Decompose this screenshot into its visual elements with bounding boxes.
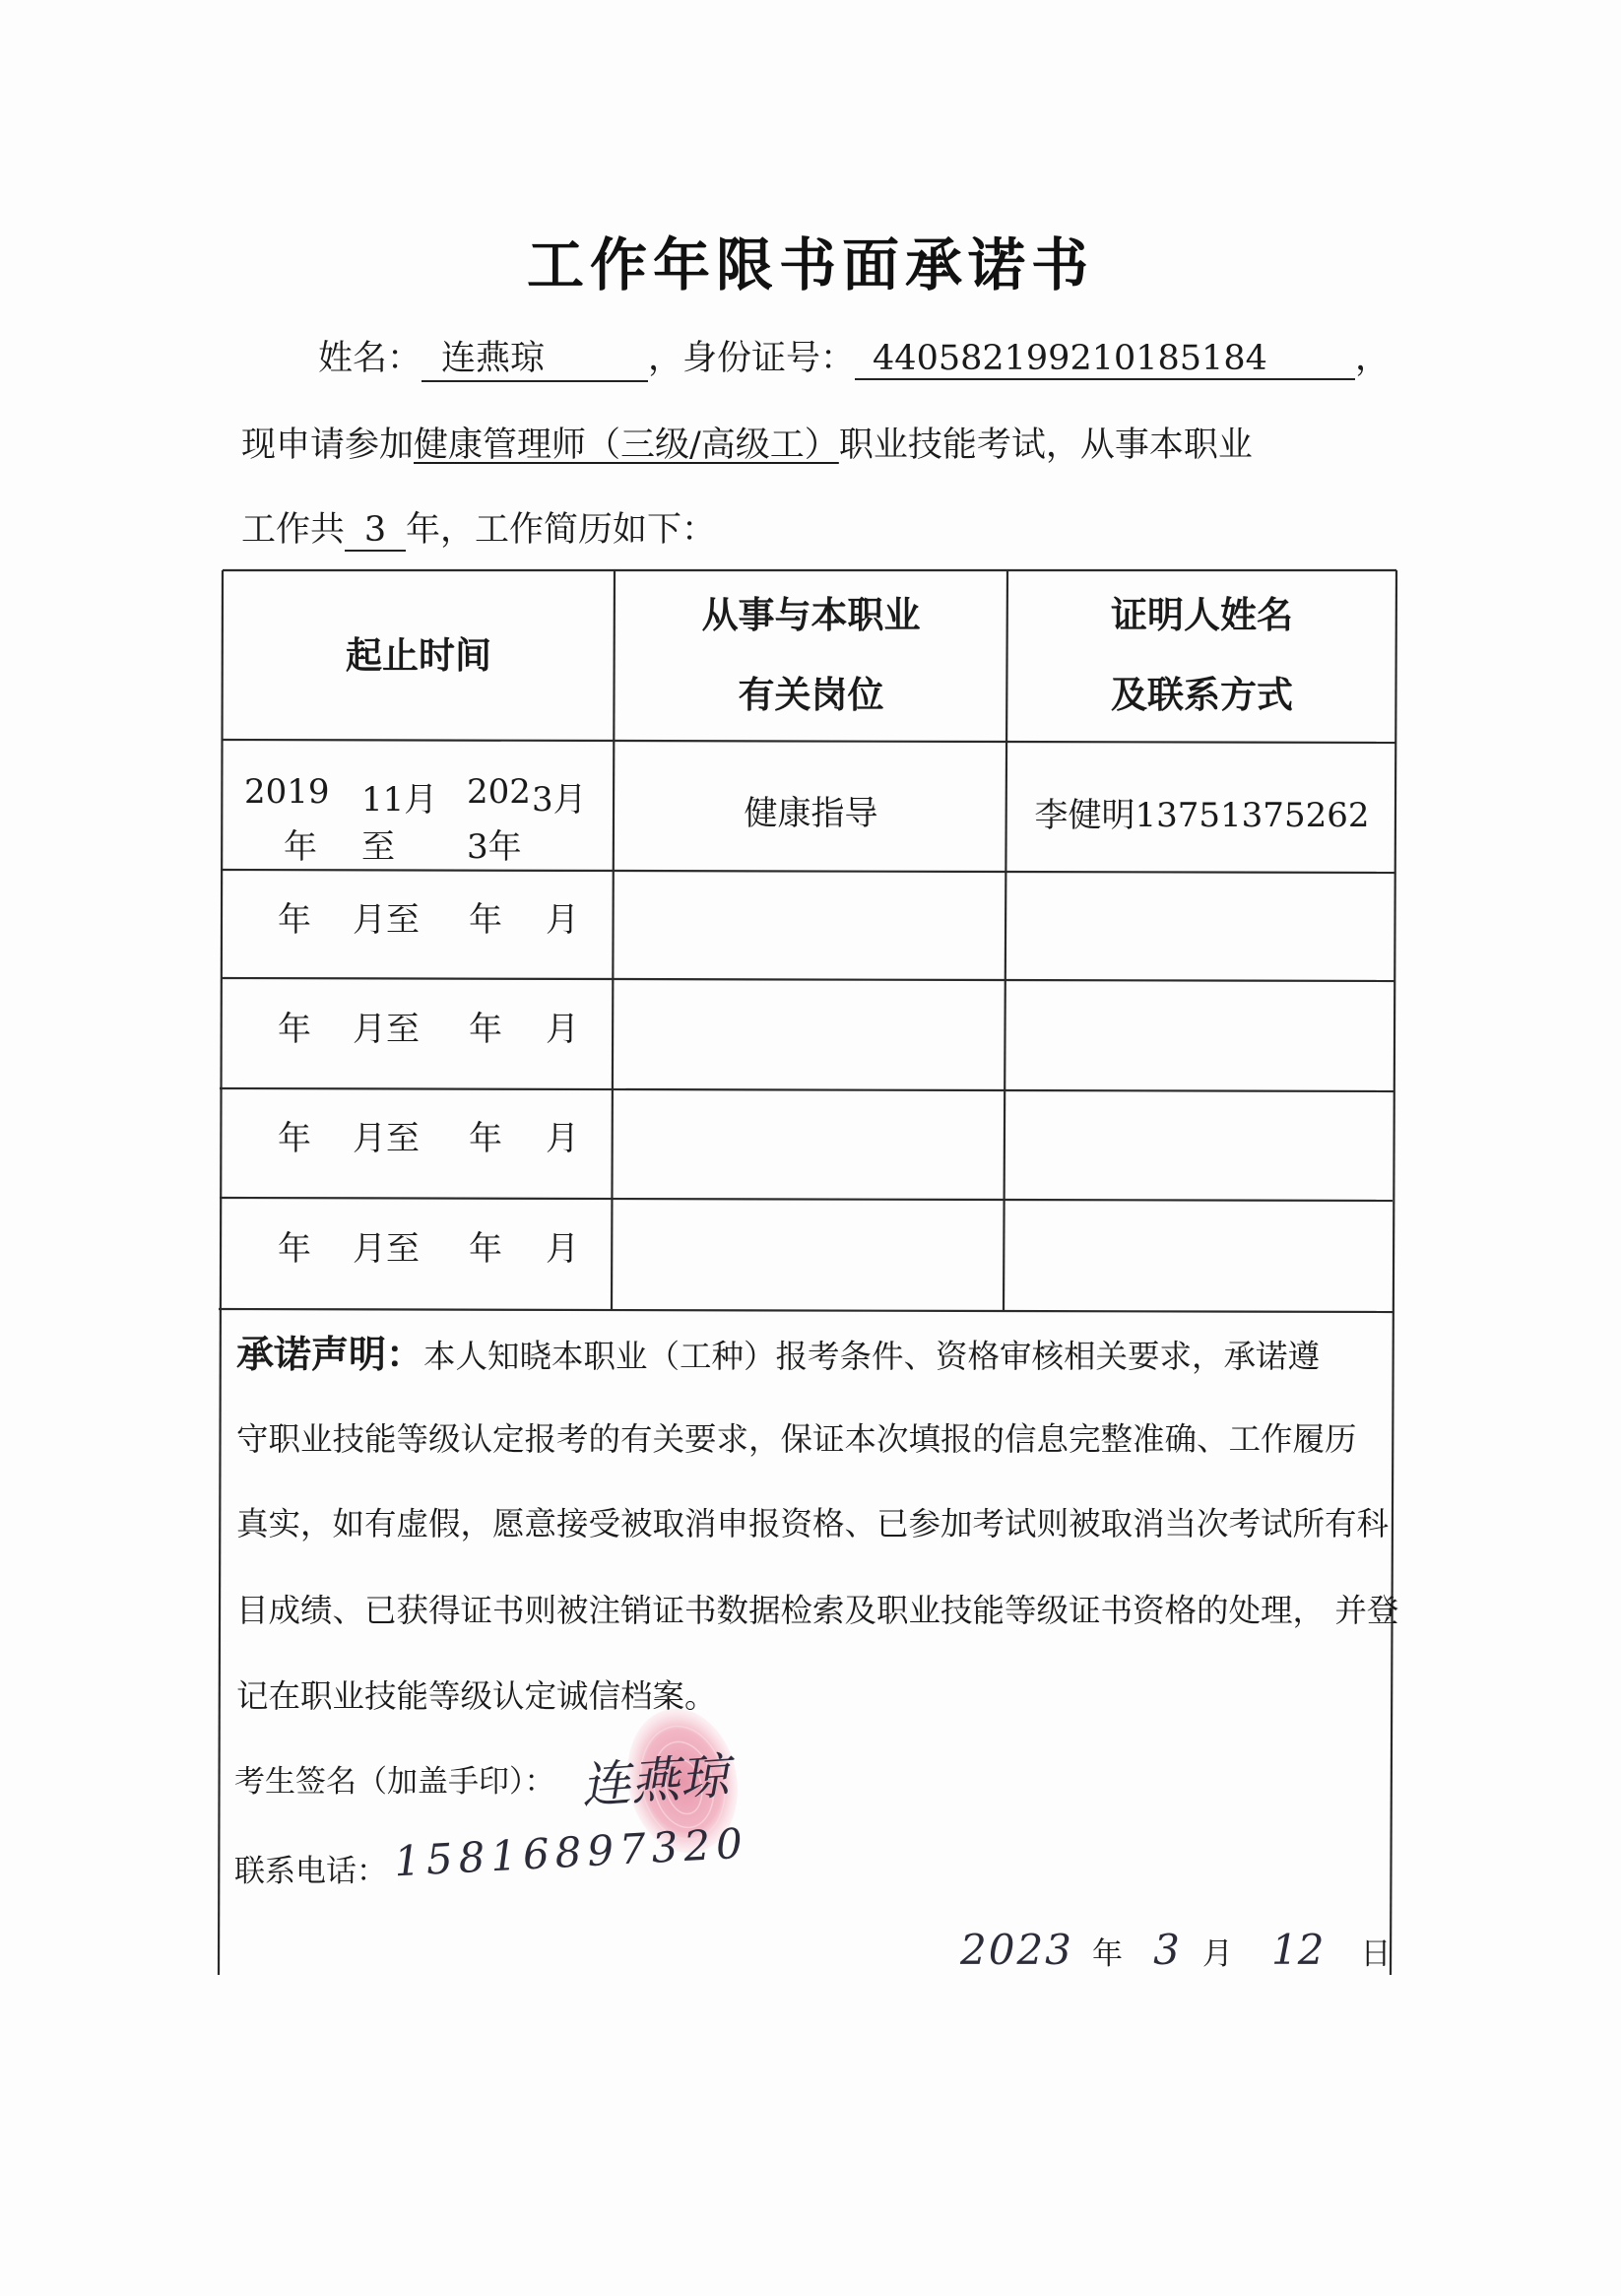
date-line <box>960 1926 1392 1974</box>
name-label: 姓名： <box>318 339 422 378</box>
years-value: 3 <box>363 510 387 550</box>
declaration-line-5: 记在职业技能等级认定诚信档案。 <box>236 1677 717 1715</box>
blank-row-month2: 月 <box>546 1010 579 1049</box>
blank-row-year2: 年 <box>469 1010 502 1049</box>
header-position-line1: 从事与本职业 <box>701 594 921 636</box>
declaration-line-3: 真实，如有虚假，愿意接受被取消申报资格、已参加考试则被取消当次考试所有科 <box>236 1505 1390 1542</box>
date-day-value: 12 <box>1271 1926 1325 1974</box>
to-label: 至 <box>361 827 395 867</box>
blank-row-month2: 月 <box>546 1229 579 1269</box>
header-position-line2: 有关岗位 <box>738 674 884 716</box>
document-title: 工作年限书面承诺书 <box>526 231 1094 298</box>
application-prefix: 现申请参加 <box>241 426 415 465</box>
blank-row-month-to: 月至 <box>353 900 420 940</box>
handwritten-signature: 连燕琼 <box>579 1746 732 1815</box>
blank-row-year2: 年 <box>469 1229 502 1269</box>
declaration-line-2: 守职业技能等级认定报考的有关要求，保证本次填报的信息完整准确、工作履历 <box>236 1420 1357 1458</box>
date-year-label: 年 <box>1091 1936 1123 1972</box>
blank-row-year1: 年 <box>278 900 311 940</box>
reference-value: 李健明13751375262 <box>1034 796 1370 835</box>
header-reference-line2: 及联系方式 <box>1111 674 1293 716</box>
date-month-value: 3 <box>1153 1926 1180 1974</box>
blank-row-month2: 月 <box>546 900 579 940</box>
declaration-line-1 <box>236 1324 1320 1378</box>
date-year-value: 2023 <box>960 1926 1073 1974</box>
blank-row-year1: 年 <box>278 1229 311 1269</box>
application-suffix: 职业技能考试，从事本职业 <box>838 426 1253 465</box>
years-prefix: 工作共 <box>241 510 346 550</box>
name-value: 连燕琼 <box>441 339 546 378</box>
date-day-label: 日 <box>1360 1936 1392 1972</box>
blank-row-month-to: 月至 <box>353 1229 420 1269</box>
blank-row-month2: 月 <box>546 1119 579 1158</box>
blank-row-year2: 年 <box>469 1119 502 1158</box>
phone-label: 联系电话： <box>234 1854 387 1889</box>
header-period: 起止时间 <box>346 634 491 677</box>
end-year-part2: 3年 <box>467 827 522 867</box>
start-month: 11月 <box>361 780 438 820</box>
end-month: 3月 <box>532 780 587 820</box>
end-year-part1: 202 <box>467 772 531 812</box>
occupation-value: 健康管理师（三级/高级工） <box>414 426 839 465</box>
years-suffix: 年，工作简历如下： <box>406 510 717 550</box>
id-value: 440582199210185184 <box>873 339 1267 378</box>
blank-row-month-to: 月至 <box>353 1010 420 1049</box>
id-label: ，身份证号： <box>648 339 856 378</box>
declaration-text-1: 本人知晓本职业（工种）报考条件、资格审核相关要求，承诺遵 <box>423 1338 1321 1375</box>
phone-value: 15816897320 <box>392 1818 749 1886</box>
declaration-heading: 承诺声明： <box>236 1333 424 1376</box>
blank-row-year2: 年 <box>469 900 502 940</box>
blank-row-year1: 年 <box>278 1010 311 1049</box>
declaration-line-4: 目成绩、已获得证书则被注销证书数据检索及职业技能等级证书资格的处理， 并登 <box>236 1592 1399 1629</box>
header-reference-line1: 证明人姓名 <box>1111 594 1293 636</box>
blank-row-year1: 年 <box>278 1119 311 1158</box>
start-year: 2019 <box>244 772 330 812</box>
signature-label: 考生签名（加盖手印）： <box>234 1764 555 1800</box>
date-month-label: 月 <box>1201 1936 1233 1972</box>
start-year-unit: 年 <box>284 827 317 867</box>
trailing-comma: ， <box>1355 339 1391 378</box>
position-value: 健康指导 <box>744 794 878 833</box>
blank-row-month-to: 月至 <box>353 1119 420 1158</box>
